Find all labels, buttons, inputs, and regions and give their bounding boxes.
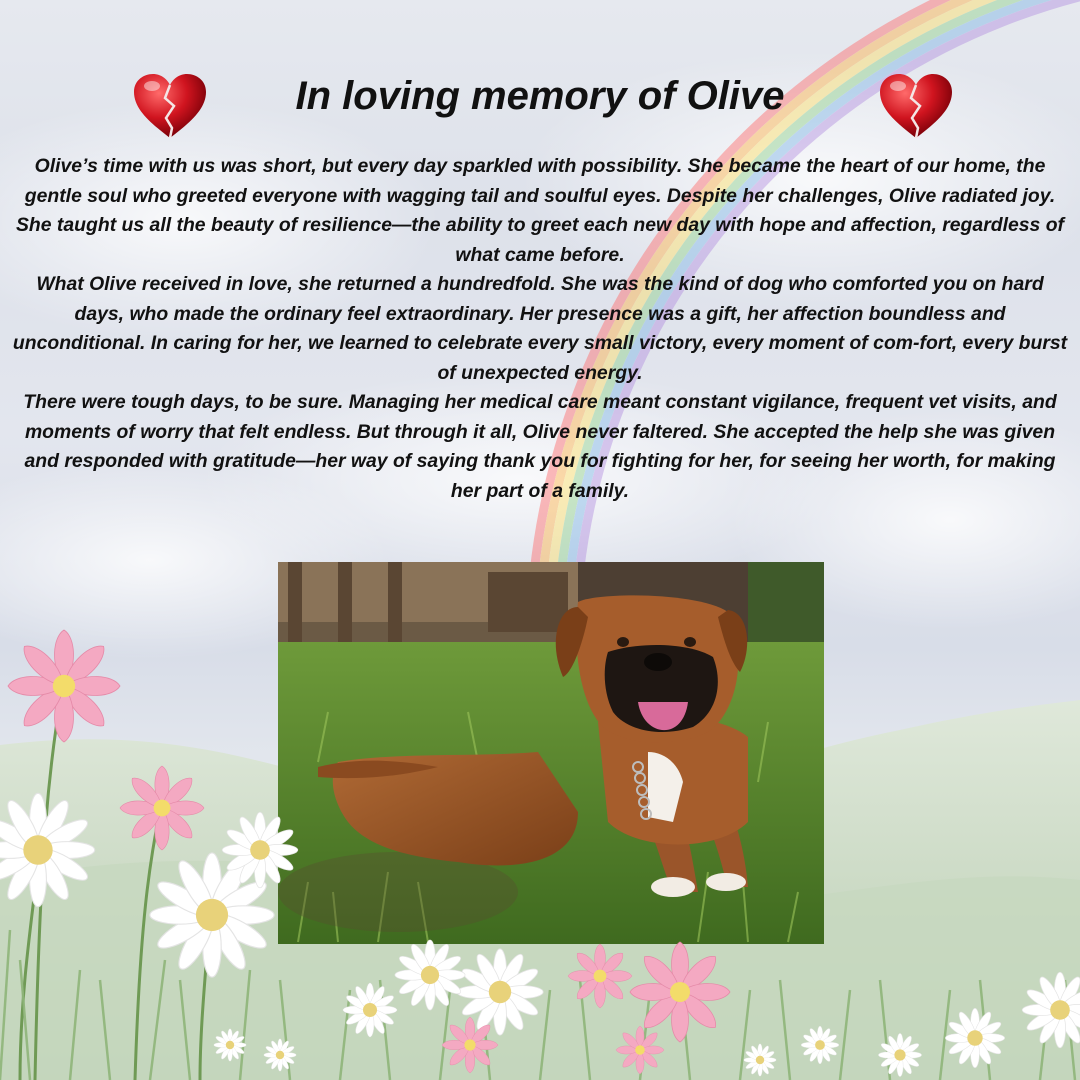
page-title: In loving memory of Olive xyxy=(295,74,785,118)
paragraph-3: There were tough days, to be sure. Managing her medical care meant constant vigilance, frequent vet visits, and moments of worry that felt endless. But through it all, Olive never faltered. She accepted the help she was given and responded with gratitude—her way of saying thank you for fighting for her, for seeing her worth, for making her part of a family. xyxy=(23,391,1057,502)
dog-photo xyxy=(278,562,824,944)
memorial-text xyxy=(12,152,1068,506)
paragraph-1: Olive’s time with us was short, but every day sparkled with possibility. She became the heart of our home, the gentle soul who greeted everyone with wagging tail and soulful eyes. Despite her challenges, Olive radiated joy. She taught us all the beauty of resilience—the ability to greet each new day with hope and affection, regardless of what came before. xyxy=(15,155,1065,266)
paragraph-2: What Olive received in love, she returned a hundredfold. She was the kind of dog who comforted you on hard days, who made the ordinary feel extraordinary. Her presence was a gift, her affection boundless and unconditional. In caring for her, we learned to celebrate every small victory, every moment of com-fort, every burst of unexpected energy. xyxy=(12,273,1068,384)
broken-heart-icon xyxy=(878,72,954,142)
broken-heart-icon xyxy=(132,72,208,142)
